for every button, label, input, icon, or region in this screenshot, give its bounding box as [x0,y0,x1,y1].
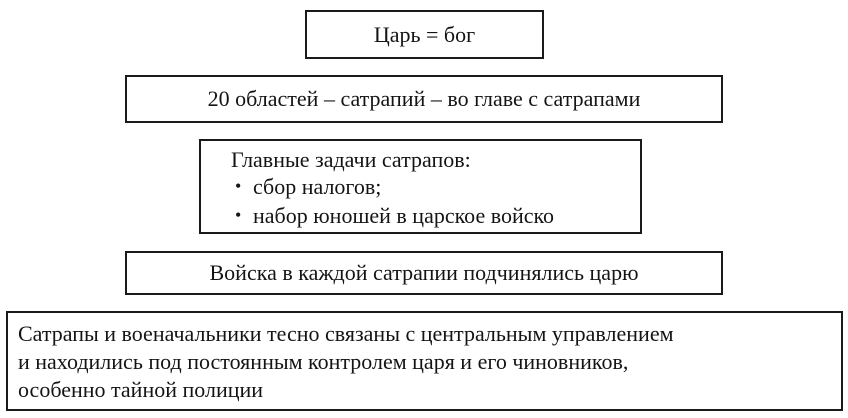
satrap-tasks-list [231,173,640,231]
bullet-icon: • [235,176,242,196]
control-line: особенно тайной полиции [18,377,264,402]
king-god-text: Царь = бог [373,21,476,47]
satrap-tasks-title: Главные задачи сатрапов: [231,147,471,172]
control-line: Сатрапы и военачальники тесно связаны с центральным управлением [18,321,674,346]
king-god-box [305,10,544,59]
list-item [235,173,640,202]
task-text: набор юношей в царское войско [253,203,555,228]
satrap-tasks-box [199,139,642,234]
satrapies-text: 20 областей – сатрапий – во главе с сатрапами [207,86,641,111]
list-item [235,202,640,231]
satrapies-box [125,75,723,123]
task-text: сбор налогов; [253,174,382,199]
control-line: и находились под постоянным контролем царя и его чиновников, [18,349,629,374]
army-text: Войска в каждой сатрапии подчинялись царю [209,260,639,285]
control-box [6,311,843,411]
army-box [125,251,723,295]
bullet-icon: • [235,205,242,225]
